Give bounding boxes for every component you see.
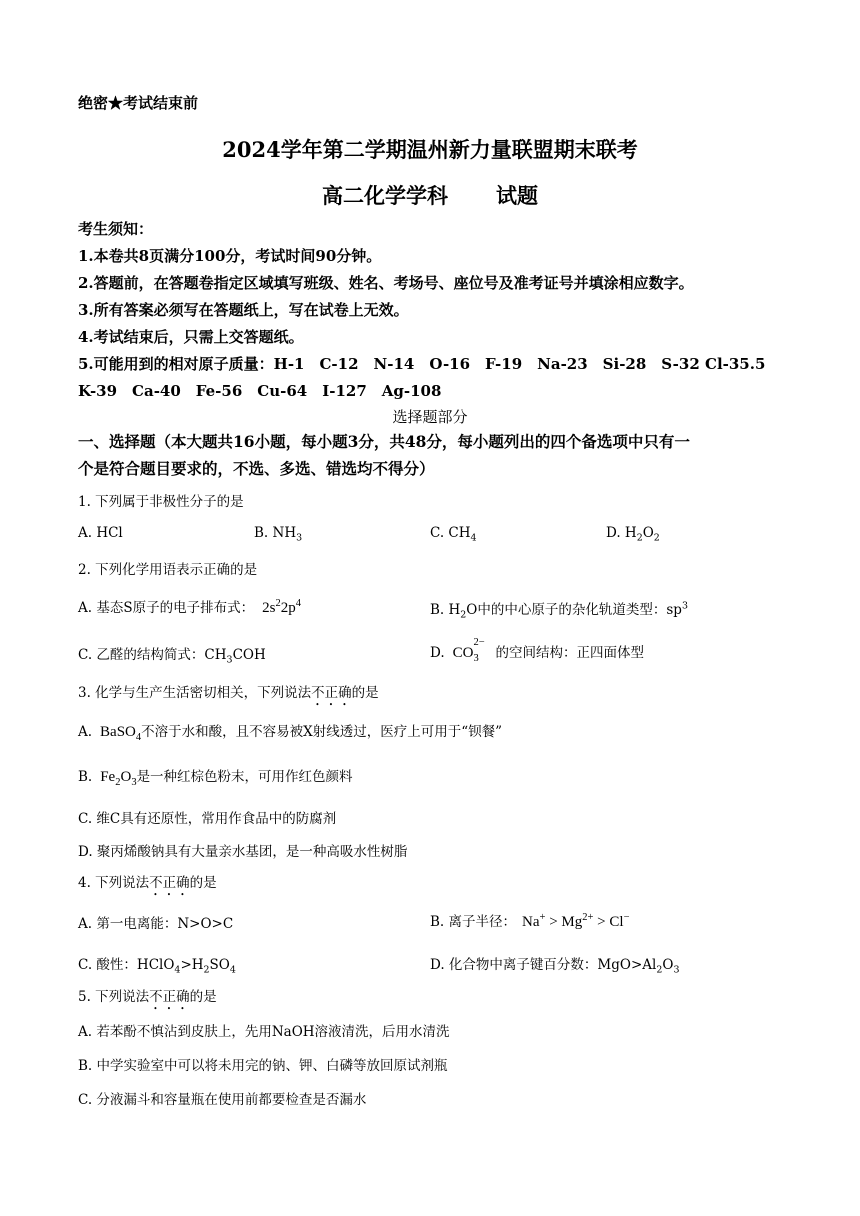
q4-option-a: A. 第一电离能：N>O>C bbox=[78, 916, 234, 932]
notice-item: 5.可能用到的相对原子质量：H-1 C-12 N-14 O-16 F-19 Na-23 Si-28 S-32 Cl-35.5 bbox=[78, 355, 766, 373]
notice-item: K-39 Ca-40 Fe-56 Cu-64 I-127 Ag-108 bbox=[78, 382, 442, 400]
section-title: 选择题部分 bbox=[392, 408, 468, 426]
notice-item: 1.本卷共8页满分100分，考试时间90分钟。 bbox=[78, 247, 382, 265]
question-5-stem: 5. 下列说法不正确的是 bbox=[78, 989, 217, 1005]
q5-option-b: B. 中学实验室中可以将未用完的钠、钾、白磷等放回原试剂瓶 bbox=[78, 1058, 448, 1074]
question-4-stem: 4. 下列说法不正确的是 bbox=[78, 875, 217, 891]
q1-option-c: C. $CH_4$ bbox=[430, 525, 477, 544]
q1-option-a: A. HCl bbox=[78, 525, 123, 541]
notice-item: 3.所有答案必须写在答题纸上，写在试卷上无效。 bbox=[78, 301, 409, 319]
notice-heading: 考生须知： bbox=[78, 220, 154, 238]
q1-option-b: B. $NH_3$ bbox=[254, 525, 303, 544]
question-3-stem: 3. 化学与生产生活密切相关，下列说法不正确的是 bbox=[78, 685, 379, 701]
notice-item: 2.答题前，在答题卷指定区域填写班级、姓名、考场号、座位号及准考证号并填涂相应数字。 bbox=[78, 274, 694, 292]
q4-option-d: D. 化合物中离子键百分数：$MgO>Al_2O_3$ bbox=[430, 957, 680, 976]
exam-title: 2024学年第二学期温州新力量联盟期末联考 bbox=[222, 137, 638, 162]
q5-option-c: C. 分液漏斗和容量瓶在使用前都要检查是否漏水 bbox=[78, 1092, 367, 1108]
q2-option-d: D. CO 2− 3 的空间结构：正四面体型 bbox=[430, 637, 644, 664]
confidential-label: 绝密★考试结束前 bbox=[78, 94, 199, 112]
q3-option-c: C. 维C具有还原性，常用作食品中的防腐剂 bbox=[78, 811, 337, 827]
emphasis-text: 不正确 bbox=[311, 685, 352, 701]
q4-option-c: C. 酸性：$HClO_4>H_2SO_4$ bbox=[78, 957, 236, 976]
notice-item: 4.考试结束后，只需上交答题纸。 bbox=[78, 328, 304, 346]
question-1-stem: 1. 下列属于非极性分子的是 bbox=[78, 494, 244, 510]
subject-title bbox=[0, 180, 860, 210]
q3-option-a: A. BaSO$_4$不溶于水和酸，且不容易被X射线透过，医疗上可用于“钡餐” bbox=[78, 724, 503, 743]
paper-label: 试题 bbox=[496, 183, 538, 208]
q1-option-d: D. $H_2O_2$ bbox=[606, 525, 660, 544]
emphasis-text: 不正确 bbox=[149, 875, 190, 891]
q4-option-b: B. 离子半径： $Na^+ > Mg^{2+} > Cl^-$ bbox=[430, 912, 630, 930]
part-instructions: 一、选择题（本大题共16小题，每小题3分，共48分，每小题列出的四个备选项中只有一 bbox=[78, 432, 690, 451]
question-2-stem: 2. 下列化学用语表示正确的是 bbox=[78, 562, 258, 578]
q2-option-b: B. $H_2O$中的中心原子的杂化轨道类型：$sp^3$ bbox=[430, 600, 688, 621]
q2-option-a: A. 基态S原子的电子排布式： $2s^22p^4$ bbox=[78, 598, 301, 616]
q3-option-b: B. $Fe_2O_3$是一种红棕色粉末，可用作红色颜料 bbox=[78, 769, 353, 788]
q2-option-c: C. 乙醛的结构简式：$CH_3COH$ bbox=[78, 647, 266, 666]
part-instructions: 个是符合题目要求的，不选、多选、错选均不得分） bbox=[78, 459, 435, 478]
q3-option-d: D. 聚丙烯酸钠具有大量亲水基团，是一种高吸水性树脂 bbox=[78, 844, 408, 860]
subject-name: 高二化学学科 bbox=[322, 183, 448, 208]
emphasis-text: 不正确 bbox=[149, 989, 190, 1005]
q5-option-a: A. 若苯酚不慎沾到皮肤上，先用NaOH溶液清洗，后用水清洗 bbox=[78, 1024, 450, 1040]
